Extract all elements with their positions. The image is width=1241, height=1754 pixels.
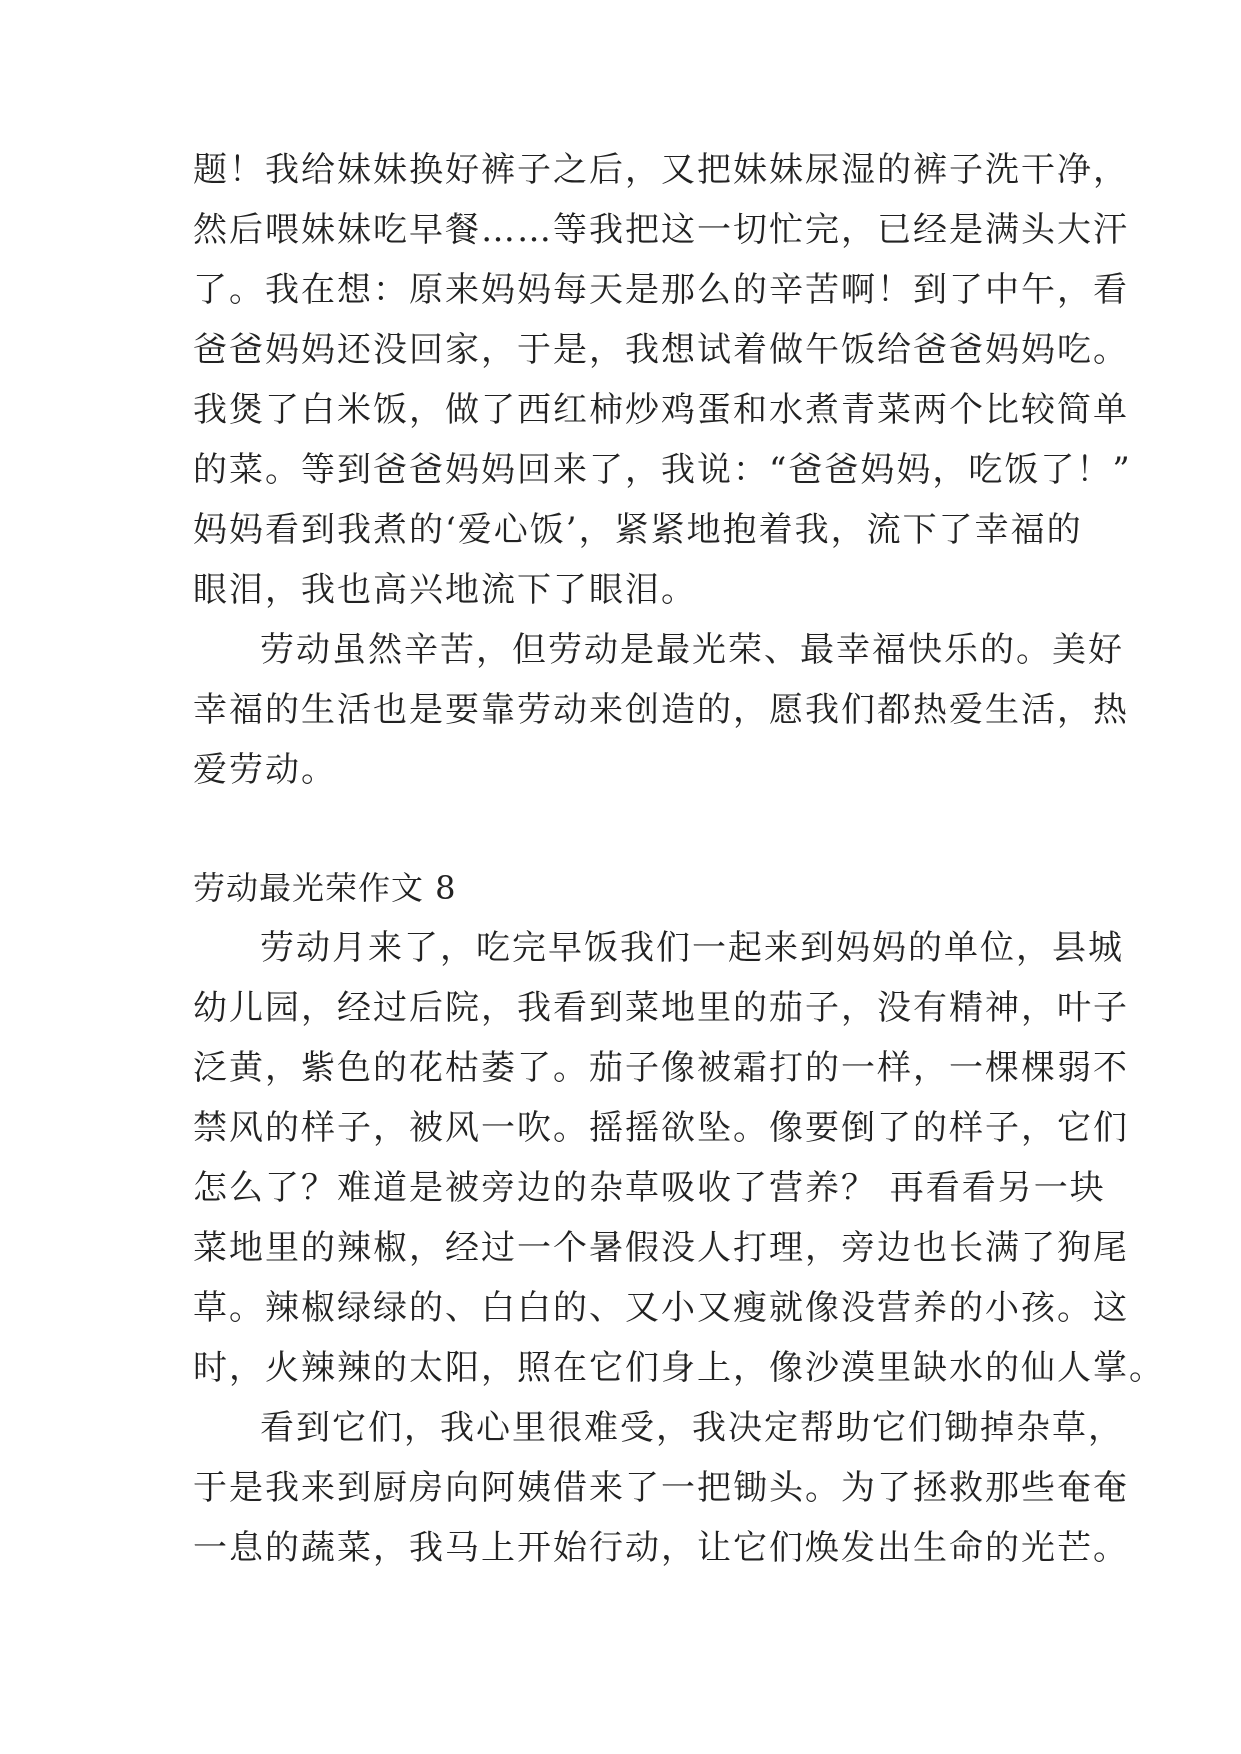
paragraph-line: 于是我来到厨房向阿姨借来了一把锄头。为了拯救那些奄奄	[193, 1468, 1129, 1508]
paragraph-line: 劳动月来了，吃完早饭我们一起来到妈妈的单位，县城	[260, 928, 1124, 968]
paragraph-line: 爱劳动。	[193, 750, 337, 790]
paragraph-line: 怎么了？难道是被旁边的杂草吸收了营养？ 再看看另一块	[193, 1168, 1106, 1208]
paragraph-line: 草。辣椒绿绿的、白白的、又小又瘦就像没营养的小孩。这	[193, 1288, 1129, 1328]
paragraph-line: 劳动虽然辛苦，但劳动是最光荣、最幸福快乐的。美好	[260, 630, 1124, 670]
paragraph-line: 然后喂妹妹吃早餐……等我把这一切忙完，已经是满头大汗	[193, 210, 1129, 250]
paragraph-line: 的菜。等到爸爸妈妈回来了，我说：“爸爸妈妈，吃饭了！”	[193, 450, 1132, 490]
paragraph-line: 幸福的生活也是要靠劳动来创造的，愿我们都热爱生活，热	[193, 690, 1129, 730]
paragraph-line: 时，火辣辣的太阳，照在它们身上，像沙漠里缺水的仙人掌。	[193, 1348, 1165, 1388]
paragraph-line: 爸爸妈妈还没回家，于是，我想试着做午饭给爸爸妈妈吃。	[193, 330, 1129, 370]
paragraph-line: 幼儿园，经过后院，我看到菜地里的茄子，没有精神，叶子	[193, 988, 1129, 1028]
paragraph-line: 看到它们，我心里很难受，我决定帮助它们锄掉杂草，	[260, 1408, 1124, 1448]
section-title: 劳动最光荣作文 8	[193, 869, 457, 907]
paragraph-line: 菜地里的辣椒，经过一个暑假没人打理，旁边也长满了狗尾	[193, 1228, 1129, 1268]
paragraph-line: 一息的蔬菜，我马上开始行动，让它们焕发出生命的光芒。	[193, 1528, 1129, 1568]
paragraph-line: 泛黄，紫色的花枯萎了。茄子像被霜打的一样，一棵棵弱不	[193, 1048, 1129, 1088]
paragraph-line: 我煲了白米饭，做了西红柿炒鸡蛋和水煮青菜两个比较简单	[193, 390, 1129, 430]
paragraph-line: 妈妈看到我煮的‘爱心饭’，紧紧地抱着我，流下了幸福的	[193, 510, 1083, 550]
paragraph-line: 题！我给妹妹换好裤子之后，又把妹妹尿湿的裤子洗干净，	[193, 150, 1129, 190]
paragraph-line: 禁风的样子，被风一吹。摇摇欲坠。像要倒了的样子，它们	[193, 1108, 1129, 1148]
paragraph-line: 了。我在想：原来妈妈每天是那么的辛苦啊！到了中午，看	[193, 270, 1129, 310]
paragraph-line: 眼泪，我也高兴地流下了眼泪。	[193, 570, 697, 610]
